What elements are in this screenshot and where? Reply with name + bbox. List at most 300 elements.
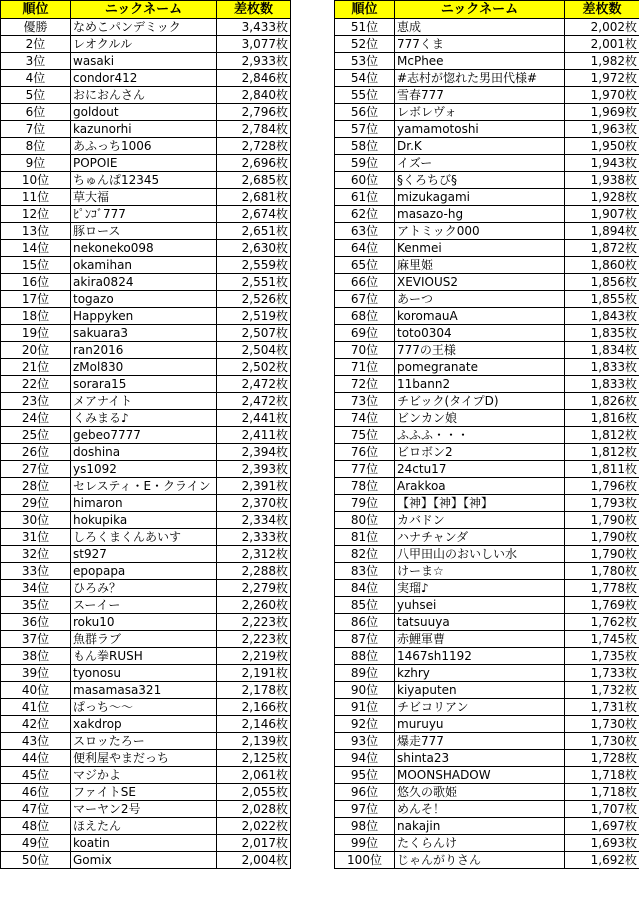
table-row bbox=[1, 70, 291, 87]
rank-cell: 57位 bbox=[335, 121, 395, 138]
coin-difference-cell: 1,728枚 bbox=[565, 750, 639, 767]
rank-cell: 10位 bbox=[1, 172, 71, 189]
nickname-cell: カバドン bbox=[395, 512, 565, 529]
table-row bbox=[335, 274, 639, 291]
nickname-cell: yamamotoshi bbox=[395, 121, 565, 138]
coin-difference-cell: 2,002枚 bbox=[565, 19, 639, 36]
table-row bbox=[335, 784, 639, 801]
table-row bbox=[335, 716, 639, 733]
nickname-cell: マーヤン2号 bbox=[71, 801, 217, 818]
rank-cell: 37位 bbox=[1, 631, 71, 648]
table-row bbox=[1, 121, 291, 138]
table-row bbox=[1, 257, 291, 274]
coin-difference-cell: 1,762枚 bbox=[565, 614, 639, 631]
nickname-cell: 豚ロース bbox=[71, 223, 217, 240]
rank-cell: 69位 bbox=[335, 325, 395, 342]
coin-difference-cell: 1,928枚 bbox=[565, 189, 639, 206]
nickname-cell: MOONSHADOW bbox=[395, 767, 565, 784]
nickname-cell: nekoneko098 bbox=[71, 240, 217, 257]
rank-cell: 40位 bbox=[1, 682, 71, 699]
rank-cell: 63位 bbox=[335, 223, 395, 240]
coin-difference-cell: 2,685枚 bbox=[217, 172, 291, 189]
coin-difference-cell: 2,840枚 bbox=[217, 87, 291, 104]
nickname-cell: じゃんがりさん bbox=[395, 852, 565, 869]
rank-cell: 16位 bbox=[1, 274, 71, 291]
table-row bbox=[335, 189, 639, 206]
coin-difference-cell: 1,732枚 bbox=[565, 682, 639, 699]
nickname-cell: ビンカン娘 bbox=[395, 410, 565, 427]
ranking-rows-left bbox=[1, 19, 291, 869]
table-row bbox=[1, 614, 291, 631]
rank-cell: 97位 bbox=[335, 801, 395, 818]
nickname-cell: ビロボン2 bbox=[395, 444, 565, 461]
table-row bbox=[1, 274, 291, 291]
table-row bbox=[1, 36, 291, 53]
rank-cell: 42位 bbox=[1, 716, 71, 733]
nickname-cell: イズー bbox=[395, 155, 565, 172]
coin-difference-cell: 1,780枚 bbox=[565, 563, 639, 580]
table-row bbox=[335, 444, 639, 461]
nickname-cell: レボレヴォ bbox=[395, 104, 565, 121]
rank-cell: 24位 bbox=[1, 410, 71, 427]
rank-cell: 51位 bbox=[335, 19, 395, 36]
table-row bbox=[335, 495, 639, 512]
coin-difference-cell: 2,519枚 bbox=[217, 308, 291, 325]
nickname-cell: あふっち1006 bbox=[71, 138, 217, 155]
coin-difference-cell: 3,433枚 bbox=[217, 19, 291, 36]
table-row bbox=[1, 784, 291, 801]
coin-difference-cell: 1,718枚 bbox=[565, 767, 639, 784]
coin-difference-cell: 1,812枚 bbox=[565, 444, 639, 461]
nickname-cell: 1467sh1192 bbox=[395, 648, 565, 665]
table-header-row bbox=[1, 1, 291, 19]
coin-difference-cell: 2,017枚 bbox=[217, 835, 291, 852]
coin-difference-cell: 2,696枚 bbox=[217, 155, 291, 172]
nickname-cell: pomegranate bbox=[395, 359, 565, 376]
nickname-cell: Happyken bbox=[71, 308, 217, 325]
table-row bbox=[335, 563, 639, 580]
nickname-cell: ひろみ？ bbox=[71, 580, 217, 597]
nickname-cell: XEVIOUS2 bbox=[395, 274, 565, 291]
rank-cell: 36位 bbox=[1, 614, 71, 631]
table-row bbox=[335, 580, 639, 597]
nickname-cell: アトミック000 bbox=[395, 223, 565, 240]
table-row bbox=[335, 240, 639, 257]
rank-cell: 4位 bbox=[1, 70, 71, 87]
table-row bbox=[1, 631, 291, 648]
table-row bbox=[335, 206, 639, 223]
table-row bbox=[1, 750, 291, 767]
nickname-cell: もん拳RUSH bbox=[71, 648, 217, 665]
table-row bbox=[1, 818, 291, 835]
table-row bbox=[1, 835, 291, 852]
table-row bbox=[335, 682, 639, 699]
rank-cell: 55位 bbox=[335, 87, 395, 104]
coin-difference-cell: 1,982枚 bbox=[565, 53, 639, 70]
nickname-cell: ﾋﾟﾝｺﾞ777 bbox=[71, 206, 217, 223]
nickname-cell: なめこパンデミック bbox=[71, 19, 217, 36]
nickname-cell: レオクルル bbox=[71, 36, 217, 53]
coin-difference-cell: 2,061枚 bbox=[217, 767, 291, 784]
rank-cell: 87位 bbox=[335, 631, 395, 648]
rank-cell: 35位 bbox=[1, 597, 71, 614]
rank-cell: 93位 bbox=[335, 733, 395, 750]
table-row bbox=[335, 342, 639, 359]
rank-cell: 80位 bbox=[335, 512, 395, 529]
nickname-cell: 魚群ラブ bbox=[71, 631, 217, 648]
coin-difference-cell: 1,833枚 bbox=[565, 376, 639, 393]
rank-cell: 60位 bbox=[335, 172, 395, 189]
table-row bbox=[1, 478, 291, 495]
table-row bbox=[1, 716, 291, 733]
table-row bbox=[335, 19, 639, 36]
nickname-cell: kzhry bbox=[395, 665, 565, 682]
coin-difference-cell: 1,718枚 bbox=[565, 784, 639, 801]
rank-cell: 59位 bbox=[335, 155, 395, 172]
nickname-cell: ふふふ・・・ bbox=[395, 427, 565, 444]
rank-cell: 14位 bbox=[1, 240, 71, 257]
rank-cell: 28位 bbox=[1, 478, 71, 495]
rank-cell: 43位 bbox=[1, 733, 71, 750]
rank-cell: 20位 bbox=[1, 342, 71, 359]
nickname-cell: toto0304 bbox=[395, 325, 565, 342]
coin-difference-cell: 1,816枚 bbox=[565, 410, 639, 427]
rank-cell: 74位 bbox=[335, 410, 395, 427]
nickname-cell: tatsuuya bbox=[395, 614, 565, 631]
table-row bbox=[1, 172, 291, 189]
coin-difference-cell: 2,411枚 bbox=[217, 427, 291, 444]
table-row bbox=[1, 291, 291, 308]
nickname-cell: #志村が惚れた男田代様# bbox=[395, 70, 565, 87]
nickname-cell: たくらんけ bbox=[395, 835, 565, 852]
table-row bbox=[1, 19, 291, 36]
table-row bbox=[1, 240, 291, 257]
rank-cell: 25位 bbox=[1, 427, 71, 444]
nickname-cell: yuhsei bbox=[395, 597, 565, 614]
coin-difference-cell: 2,846枚 bbox=[217, 70, 291, 87]
rank-cell: 72位 bbox=[335, 376, 395, 393]
coin-difference-cell: 2,394枚 bbox=[217, 444, 291, 461]
nickname-cell: POPOIE bbox=[71, 155, 217, 172]
coin-difference-cell: 1,745枚 bbox=[565, 631, 639, 648]
header-nickname: ニックネーム bbox=[395, 1, 565, 19]
nickname-cell: kazunorhi bbox=[71, 121, 217, 138]
table-row bbox=[1, 529, 291, 546]
nickname-cell: チビコリアン bbox=[395, 699, 565, 716]
rank-cell: 38位 bbox=[1, 648, 71, 665]
coin-difference-cell: 2,674枚 bbox=[217, 206, 291, 223]
nickname-cell: Dr.K bbox=[395, 138, 565, 155]
rank-cell: 100位 bbox=[335, 852, 395, 869]
rank-cell: 41位 bbox=[1, 699, 71, 716]
table-row bbox=[1, 512, 291, 529]
coin-difference-cell: 2,502枚 bbox=[217, 359, 291, 376]
header-nickname: ニックネーム bbox=[71, 1, 217, 19]
coin-difference-cell: 2,260枚 bbox=[217, 597, 291, 614]
rank-cell: 98位 bbox=[335, 818, 395, 835]
coin-difference-cell: 2,166枚 bbox=[217, 699, 291, 716]
rank-cell: 56位 bbox=[335, 104, 395, 121]
nickname-cell: koromauA bbox=[395, 308, 565, 325]
table-row bbox=[335, 461, 639, 478]
coin-difference-cell: 1,938枚 bbox=[565, 172, 639, 189]
coin-difference-cell: 1,730枚 bbox=[565, 716, 639, 733]
table-row bbox=[1, 563, 291, 580]
rank-cell: 66位 bbox=[335, 274, 395, 291]
table-row bbox=[335, 257, 639, 274]
table-row bbox=[335, 818, 639, 835]
coin-difference-cell: 1,796枚 bbox=[565, 478, 639, 495]
rank-cell: 5位 bbox=[1, 87, 71, 104]
coin-difference-cell: 1,733枚 bbox=[565, 665, 639, 682]
rank-cell: 29位 bbox=[1, 495, 71, 512]
rank-cell: 78位 bbox=[335, 478, 395, 495]
coin-difference-cell: 2,219枚 bbox=[217, 648, 291, 665]
nickname-cell: masamasa321 bbox=[71, 682, 217, 699]
coin-difference-cell: 1,950枚 bbox=[565, 138, 639, 155]
rank-cell: 70位 bbox=[335, 342, 395, 359]
nickname-cell: togazo bbox=[71, 291, 217, 308]
table-row bbox=[335, 699, 639, 716]
rank-cell: 68位 bbox=[335, 308, 395, 325]
table-row bbox=[335, 597, 639, 614]
nickname-cell: muruyu bbox=[395, 716, 565, 733]
rank-cell: 26位 bbox=[1, 444, 71, 461]
nickname-cell: condor412 bbox=[71, 70, 217, 87]
table-row bbox=[1, 444, 291, 461]
coin-difference-cell: 2,022枚 bbox=[217, 818, 291, 835]
coin-difference-cell: 1,731枚 bbox=[565, 699, 639, 716]
nickname-cell: スーイー bbox=[71, 597, 217, 614]
coin-difference-cell: 2,391枚 bbox=[217, 478, 291, 495]
coin-difference-cell: 1,856枚 bbox=[565, 274, 639, 291]
table-row bbox=[335, 631, 639, 648]
rank-cell: 30位 bbox=[1, 512, 71, 529]
nickname-cell: 恵成 bbox=[395, 19, 565, 36]
nickname-cell: wasaki bbox=[71, 53, 217, 70]
table-row bbox=[1, 665, 291, 682]
rank-cell: 84位 bbox=[335, 580, 395, 597]
nickname-cell: doshina bbox=[71, 444, 217, 461]
coin-difference-cell: 2,681枚 bbox=[217, 189, 291, 206]
nickname-cell: くみまる♪ bbox=[71, 410, 217, 427]
nickname-cell: roku10 bbox=[71, 614, 217, 631]
coin-difference-cell: 3,077枚 bbox=[217, 36, 291, 53]
coin-difference-cell: 2,784枚 bbox=[217, 121, 291, 138]
table-row bbox=[335, 648, 639, 665]
coin-difference-cell: 2,279枚 bbox=[217, 580, 291, 597]
coin-difference-cell: 2,055枚 bbox=[217, 784, 291, 801]
rank-cell: 32位 bbox=[1, 546, 71, 563]
table-row bbox=[335, 138, 639, 155]
nickname-cell: st927 bbox=[71, 546, 217, 563]
coin-difference-cell: 2,728枚 bbox=[217, 138, 291, 155]
table-row bbox=[335, 155, 639, 172]
rank-cell: 9位 bbox=[1, 155, 71, 172]
coin-difference-cell: 2,526枚 bbox=[217, 291, 291, 308]
nickname-cell: okamihan bbox=[71, 257, 217, 274]
rank-cell: 58位 bbox=[335, 138, 395, 155]
rank-cell: 12位 bbox=[1, 206, 71, 223]
coin-difference-cell: 1,894枚 bbox=[565, 223, 639, 240]
rank-cell: 19位 bbox=[1, 325, 71, 342]
coin-difference-cell: 2,370枚 bbox=[217, 495, 291, 512]
coin-difference-cell: 1,970枚 bbox=[565, 87, 639, 104]
table-row bbox=[1, 699, 291, 716]
nickname-cell: ran2016 bbox=[71, 342, 217, 359]
ranking-table-right bbox=[334, 0, 639, 869]
rank-cell: 71位 bbox=[335, 359, 395, 376]
nickname-cell: メアナイト bbox=[71, 393, 217, 410]
rank-cell: 92位 bbox=[335, 716, 395, 733]
coin-difference-cell: 2,312枚 bbox=[217, 546, 291, 563]
nickname-cell: ほえたん bbox=[71, 818, 217, 835]
rank-cell: 95位 bbox=[335, 767, 395, 784]
nickname-cell: masazo-hg bbox=[395, 206, 565, 223]
rank-cell: 34位 bbox=[1, 580, 71, 597]
coin-difference-cell: 1,833枚 bbox=[565, 359, 639, 376]
table-row bbox=[335, 478, 639, 495]
table-row bbox=[335, 512, 639, 529]
coin-difference-cell: 1,834枚 bbox=[565, 342, 639, 359]
rank-cell: 88位 bbox=[335, 648, 395, 665]
rank-cell: 39位 bbox=[1, 665, 71, 682]
table-row bbox=[1, 206, 291, 223]
nickname-cell: 【神】【神】【神】 bbox=[395, 495, 565, 512]
nickname-cell: あーつ bbox=[395, 291, 565, 308]
table-row bbox=[1, 223, 291, 240]
nickname-cell: 八甲田山のおいしい水 bbox=[395, 546, 565, 563]
rank-cell: 27位 bbox=[1, 461, 71, 478]
table-row bbox=[335, 53, 639, 70]
table-row bbox=[335, 733, 639, 750]
table-row bbox=[1, 410, 291, 427]
coin-difference-cell: 2,504枚 bbox=[217, 342, 291, 359]
table-row bbox=[1, 461, 291, 478]
nickname-cell: ハナチャンダ bbox=[395, 529, 565, 546]
rank-cell: 62位 bbox=[335, 206, 395, 223]
coin-difference-cell: 1,860枚 bbox=[565, 257, 639, 274]
nickname-cell: 777の王様 bbox=[395, 342, 565, 359]
table-row bbox=[1, 495, 291, 512]
header-rank: 順位 bbox=[1, 1, 71, 19]
rank-cell: 81位 bbox=[335, 529, 395, 546]
rank-cell: 54位 bbox=[335, 70, 395, 87]
nickname-cell: shinta23 bbox=[395, 750, 565, 767]
table-row bbox=[1, 393, 291, 410]
coin-difference-cell: 2,223枚 bbox=[217, 631, 291, 648]
table-row bbox=[1, 104, 291, 121]
table-row bbox=[335, 665, 639, 682]
table-row bbox=[335, 393, 639, 410]
nickname-cell: koatin bbox=[71, 835, 217, 852]
coin-difference-cell: 2,139枚 bbox=[217, 733, 291, 750]
nickname-cell: tyonosu bbox=[71, 665, 217, 682]
coin-difference-cell: 1,843枚 bbox=[565, 308, 639, 325]
coin-difference-cell: 2,333枚 bbox=[217, 529, 291, 546]
coin-difference-cell: 2,472枚 bbox=[217, 376, 291, 393]
coin-difference-cell: 1,790枚 bbox=[565, 512, 639, 529]
table-row bbox=[1, 53, 291, 70]
header-coin-difference: 差枚数 bbox=[565, 1, 639, 19]
rank-cell: 17位 bbox=[1, 291, 71, 308]
rank-cell: 45位 bbox=[1, 767, 71, 784]
coin-difference-cell: 1,812枚 bbox=[565, 427, 639, 444]
ranking-table-left bbox=[0, 0, 291, 869]
coin-difference-cell: 1,735枚 bbox=[565, 648, 639, 665]
rank-cell: 86位 bbox=[335, 614, 395, 631]
coin-difference-cell: 2,393枚 bbox=[217, 461, 291, 478]
nickname-cell: Gomix bbox=[71, 852, 217, 869]
rank-cell: 3位 bbox=[1, 53, 71, 70]
nickname-cell: めんそ！ bbox=[395, 801, 565, 818]
table-row bbox=[1, 546, 291, 563]
rank-cell: 67位 bbox=[335, 291, 395, 308]
coin-difference-cell: 1,778枚 bbox=[565, 580, 639, 597]
table-row bbox=[1, 852, 291, 869]
table-row bbox=[1, 359, 291, 376]
coin-difference-cell: 2,933枚 bbox=[217, 53, 291, 70]
nickname-cell: 24ctu17 bbox=[395, 461, 565, 478]
coin-difference-cell: 2,191枚 bbox=[217, 665, 291, 682]
header-coin-difference: 差枚数 bbox=[217, 1, 291, 19]
table-row bbox=[335, 359, 639, 376]
nickname-cell: チビック(タイプD) bbox=[395, 393, 565, 410]
rank-cell: 7位 bbox=[1, 121, 71, 138]
coin-difference-cell: 2,472枚 bbox=[217, 393, 291, 410]
nickname-cell: gebeo7777 bbox=[71, 427, 217, 444]
table-row bbox=[1, 801, 291, 818]
rank-cell: 64位 bbox=[335, 240, 395, 257]
table-row bbox=[1, 138, 291, 155]
nickname-cell: 777くま bbox=[395, 36, 565, 53]
coin-difference-cell: 2,651枚 bbox=[217, 223, 291, 240]
coin-difference-cell: 1,826枚 bbox=[565, 393, 639, 410]
coin-difference-cell: 1,855枚 bbox=[565, 291, 639, 308]
nickname-cell: 爆走777 bbox=[395, 733, 565, 750]
nickname-cell: 実瑠♪ bbox=[395, 580, 565, 597]
table-row bbox=[1, 308, 291, 325]
rank-cell: 53位 bbox=[335, 53, 395, 70]
coin-difference-cell: 2,001枚 bbox=[565, 36, 639, 53]
rank-cell: 13位 bbox=[1, 223, 71, 240]
table-row bbox=[335, 308, 639, 325]
nickname-cell: 便利屋やまだっち bbox=[71, 750, 217, 767]
rank-cell: 73位 bbox=[335, 393, 395, 410]
table-row bbox=[335, 801, 639, 818]
table-row bbox=[335, 427, 639, 444]
coin-difference-cell: 2,559枚 bbox=[217, 257, 291, 274]
rank-cell: 50位 bbox=[1, 852, 71, 869]
coin-difference-cell: 1,963枚 bbox=[565, 121, 639, 138]
rank-cell: 75位 bbox=[335, 427, 395, 444]
nickname-cell: zMol830 bbox=[71, 359, 217, 376]
coin-difference-cell: 2,004枚 bbox=[217, 852, 291, 869]
rank-cell: 65位 bbox=[335, 257, 395, 274]
nickname-cell: セレスティ・E・クライン bbox=[71, 478, 217, 495]
nickname-cell: sorara15 bbox=[71, 376, 217, 393]
rank-cell: 11位 bbox=[1, 189, 71, 206]
coin-difference-cell: 2,796枚 bbox=[217, 104, 291, 121]
nickname-cell: sakuara3 bbox=[71, 325, 217, 342]
rank-cell: 49位 bbox=[1, 835, 71, 852]
coin-difference-cell: 2,288枚 bbox=[217, 563, 291, 580]
coin-difference-cell: 1,693枚 bbox=[565, 835, 639, 852]
table-row bbox=[335, 325, 639, 342]
table-row bbox=[335, 376, 639, 393]
table-row bbox=[1, 189, 291, 206]
coin-difference-cell: 1,790枚 bbox=[565, 529, 639, 546]
